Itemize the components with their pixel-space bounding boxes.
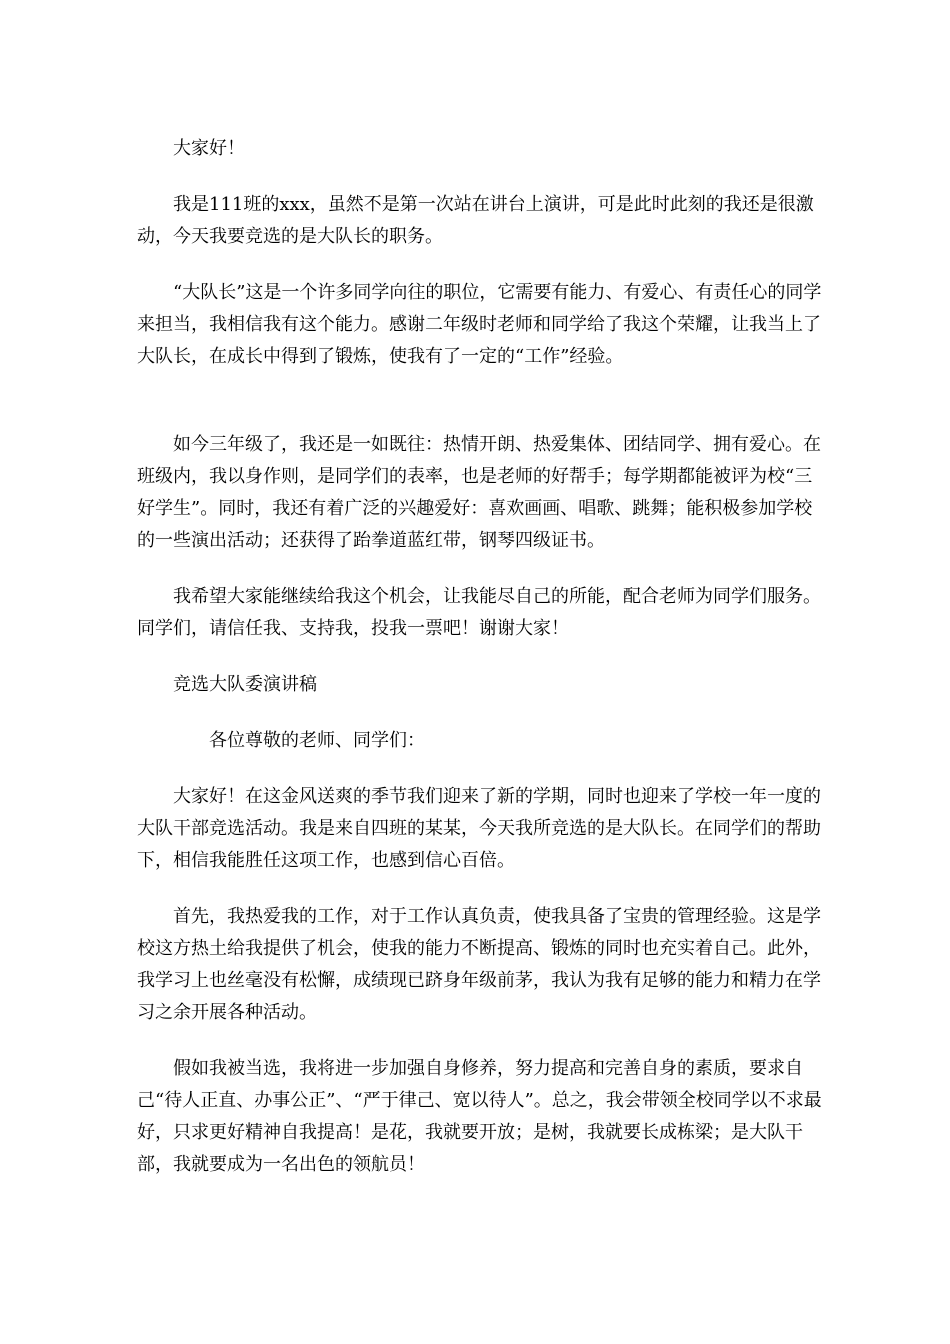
- closing-paragraph: 我希望大家能继续给我这个机会，让我能尽自己的所能，配合老师为同学们服务。同学们，请信任我、支持我，投我一票吧！谢谢大家！: [137, 586, 821, 639]
- work-experience-paragraph: 首先，我热爱我的工作，对于工作认真负责，使我具备了宝贵的管理经验。这是学校这方热土给我提供了机会，使我的能力不断提高、锻炼的同时也充实着自己。此外，我学习上也丝毫没有松懈，成绩现已跻身年级前茅，我认为我有足够的能力和精力在学习之余开展各种活动。: [137, 906, 821, 1023]
- pledge-paragraph: 假如我被当选，我将进一步加强自身修养，努力提高和完善自身的素质，要求自己“待人正直、办事公正”、“严于律己、宽以待人”。总之，我会带领全校同学以不求最好，只求更好精神自我提高！是花，我就要开放；是树，我就要长成栋梁；是大队干部，我就要成为一名出色的领航员！: [137, 1058, 822, 1175]
- speech-title: 竞选大队委演讲稿: [173, 674, 317, 695]
- role-description-paragraph: “大队长”这是一个许多同学向往的职位，它需要有能力、有爱心、有责任心的同学来担当，我相信我有这个能力。感谢二年级时老师和同学给了我这个荣耀，让我当上了大队长，在成长中得到了锻炼，使我有了一定的“工作”经验。: [137, 282, 822, 367]
- salutation-paragraph: 各位尊敬的老师、同学们：: [209, 730, 425, 751]
- achievements-paragraph: 如今三年级了，我还是一如既往：热情开朗、热爱集体、团结同学、拥有爱心。在班级内，我以身作则，是同学们的表率，也是老师的好帮手；每学期都能被评为校“三好学生”。同时，我还有着广泛的兴趣爱好：喜欢画画、唱歌、跳舞；能积极参加学校的一些演出活动；还获得了跆拳道蓝红带，钢琴四级证书。: [137, 434, 821, 551]
- second-greeting-paragraph: 大家好！在这金风送爽的季节我们迎来了新的学期，同时也迎来了学校一年一度的大队干部竞选活动。我是来自四班的某某，今天我所竞选的是大队长。在同学们的帮助下，相信我能胜任这项工作，也感到信心百倍。: [137, 786, 821, 871]
- greeting-paragraph: 大家好！: [173, 138, 245, 159]
- intro-paragraph: 我是111班的xxx，虽然不是第一次站在讲台上演讲，可是此时此刻的我还是很激动，今天我要竞选的是大队长的职务。: [137, 194, 814, 247]
